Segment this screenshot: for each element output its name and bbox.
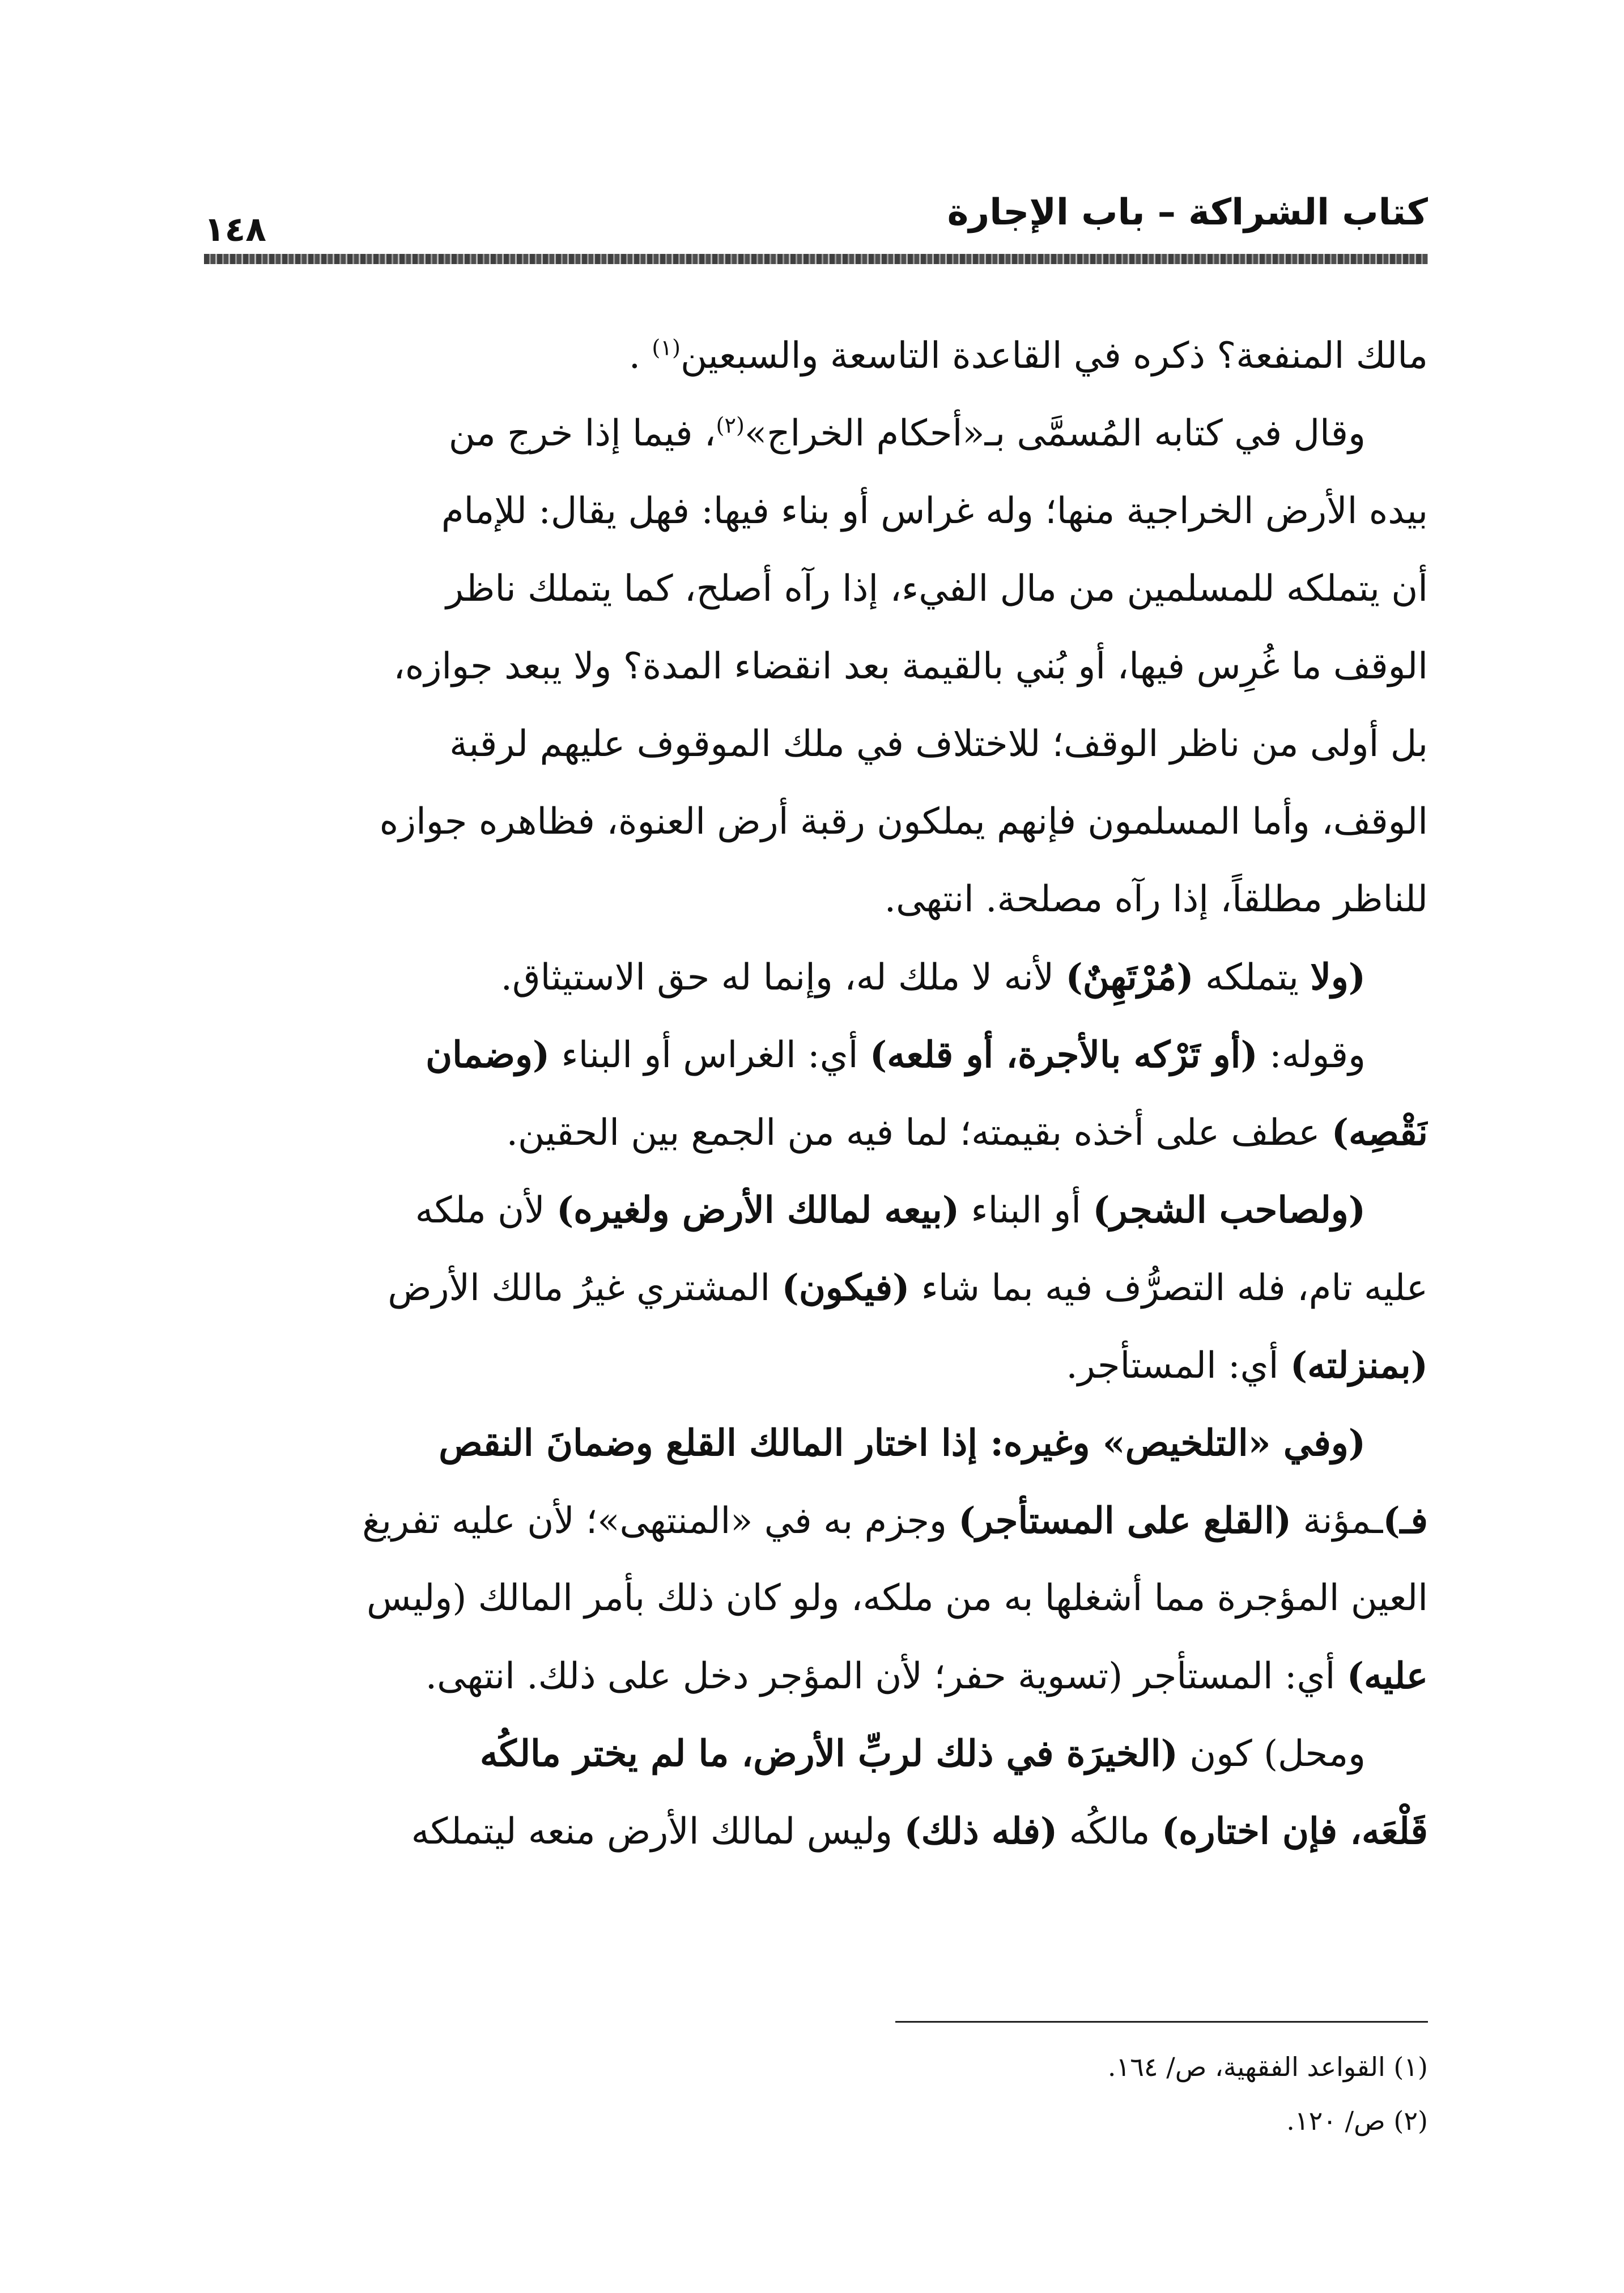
- footnotes: [238, 2040, 1428, 2148]
- text-line: نَقْصِه) عطف على أخذه بقيمته؛ لما فيه من الجمع بين الحقين.: [506, 1111, 1428, 1154]
- footnote-ref: (١): [652, 335, 681, 361]
- text-line: (ولا يتملكه (مُرْتَهِنٌ) لأنه لا ملك له، وإنما له حق الاستيثاق.: [500, 956, 1366, 999]
- text-line: أن يتملكه للمسلمين من مال الفيء، إذا رآه أصلح، كما يتملك ناظر: [446, 568, 1428, 610]
- page-number: ١٤٨: [204, 210, 266, 249]
- running-title: كتاب الشراكة – باب الإجارة: [947, 192, 1428, 233]
- text-line: بل أولى من ناظر الوقف؛ للاختلاف في ملك الموقوف عليهم لرقبة: [449, 723, 1428, 765]
- text-line: عليه تام، فله التصرُّف فيه بما شاء (فيكون) المشتري غيرُ مالك الأرض: [388, 1267, 1428, 1309]
- text-line: قَلْعَه، فإن اختاره) مالكُه (فله ذلك) وليس لمالك الأرض منعه ليتملكه: [411, 1810, 1428, 1853]
- text-line: ومحل) كون (الخيرَة في ذلك لربِّ الأرض، ما لم يختر مالكُه: [479, 1733, 1366, 1775]
- text-line: (بمنزلته) أي: المستأجر.: [1066, 1344, 1428, 1387]
- footnote: (٢) ص/ ١٢٠.: [1286, 2105, 1428, 2136]
- text-line: وقوله: (أو تَرْكه بالأجرة، أو قلعه) أي: الغراس أو البناء (وضمان: [426, 1034, 1366, 1076]
- text-line: للناظر مطلقاً، إذا رآه مصلحة. انتهى.: [884, 878, 1428, 920]
- body-text: [238, 317, 1428, 1870]
- header-rule: [204, 254, 1428, 264]
- text-line: (ولصاحب الشجر) أو البناء (بيعه لمالك الأرض ولغيره) لأن ملكه: [415, 1189, 1366, 1232]
- text-line: وقال في كتابه المُسمَّى بـ«أحكام الخراج»$^{(٢)}$، فيما إذا خرج من: [448, 413, 1366, 455]
- text-line: (وفي «التلخيص» وغيره: إذا اختار المالك القلع وضمانَ النقص: [439, 1422, 1366, 1464]
- text-line: مالك المنفعة؟ ذكره في القاعدة التاسعة والسبعين$^{(١)}$ .: [628, 335, 1428, 377]
- text-line: بيده الأرض الخراجية منها؛ وله غراس أو بناء فيها: فهل يقال: للإمام: [441, 490, 1428, 532]
- footnote-rule: [895, 2021, 1428, 2023]
- text-line: الوقف ما غُرِس فيها، أو بُني بالقيمة بعد انقضاء المدة؟ ولا يبعد جوازه،: [393, 646, 1428, 687]
- footnote-ref: (٢): [716, 413, 745, 439]
- footnote: (١) القواعد الفقهية، ص/ ١٦٤.: [1107, 2052, 1428, 2082]
- text-line: الوقف، وأما المسلمون فإنهم يملكون رقبة أرض العنوة، فظاهره جوازه: [379, 801, 1428, 843]
- running-header: [204, 187, 1428, 255]
- text-line: العين المؤجرة مما أشغلها به من ملكه، ولو كان ذلك بأمر المالك (وليس: [367, 1577, 1428, 1619]
- text-line: فـ)ـمؤنة (القلع على المستأجر) وجزم به في «المنتهى»؛ لأن عليه تفريغ: [362, 1500, 1428, 1542]
- text-line: عليه) أي: المستأجر (تسوية حفر؛ لأن المؤجر دخل على ذلك. انتهى.: [425, 1655, 1428, 1697]
